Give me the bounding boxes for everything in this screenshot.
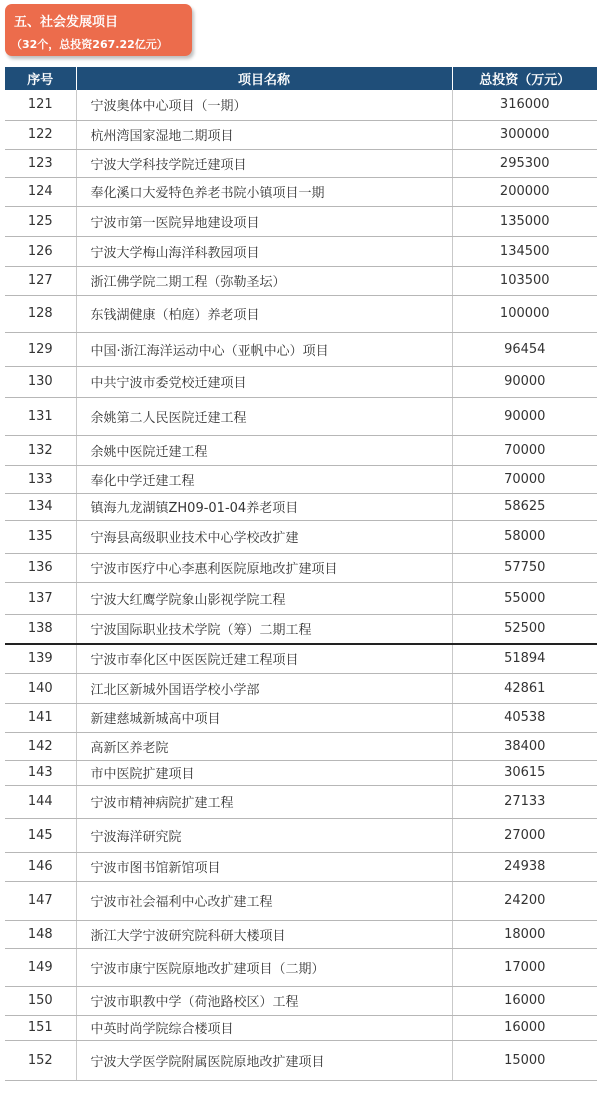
section-title: 五、社会发展项目: [14, 15, 119, 30]
table-row: [5, 703, 597, 732]
row-investment: 58000: [452, 520, 597, 553]
table-row: [5, 1015, 597, 1040]
row-project-name: 宁波市职教中学（荷池路校区）工程: [76, 986, 452, 1015]
table-row: [5, 986, 597, 1015]
row-project-name: 浙江佛学院二期工程（弥勒圣坛）: [76, 266, 452, 295]
row-index: 150: [5, 986, 76, 1015]
row-index: 144: [5, 785, 76, 818]
row-index: 145: [5, 818, 76, 852]
row-project-name: 宁波大学科技学院迁建项目: [76, 149, 452, 177]
table-row: [5, 818, 597, 852]
section-subtitle: （32个，总投资267.22亿元）: [11, 38, 168, 51]
table-row: [5, 920, 597, 948]
row-index: 130: [5, 366, 76, 397]
row-index: 123: [5, 149, 76, 177]
row-investment: 55000: [452, 582, 597, 614]
row-index: 136: [5, 553, 76, 582]
table-row: [5, 520, 597, 553]
row-project-name: 宁波市图书馆新馆项目: [76, 852, 452, 881]
table-row: [5, 206, 597, 236]
row-project-name: 宁波大红鹰学院象山影视学院工程: [76, 582, 452, 614]
header-index: 序号: [5, 67, 76, 90]
row-index: 146: [5, 852, 76, 881]
row-investment: 24938: [452, 852, 597, 881]
row-investment: 42861: [452, 673, 597, 703]
row-project-name: 江北区新城外国语学校小学部: [76, 673, 452, 703]
table-row: [5, 614, 597, 644]
row-investment: 40538: [452, 703, 597, 732]
row-project-name: 中国·浙江海洋运动中心（亚帆中心）项目: [76, 332, 452, 366]
row-index: 147: [5, 881, 76, 920]
row-index: 151: [5, 1015, 76, 1040]
row-project-name: 宁波国际职业技术学院（筹）二期工程: [76, 614, 452, 644]
table-row: [5, 435, 597, 465]
row-index: 142: [5, 732, 76, 760]
row-project-name: 新建慈城新城高中项目: [76, 703, 452, 732]
row-index: 149: [5, 948, 76, 986]
row-investment: 295300: [452, 149, 597, 177]
row-project-name: 宁波市医疗中心李惠利医院原地改扩建项目: [76, 553, 452, 582]
row-investment: 90000: [452, 366, 597, 397]
row-index: 143: [5, 760, 76, 785]
row-investment: 30615: [452, 760, 597, 785]
table-row: [5, 149, 597, 177]
row-project-name: 杭州湾国家湿地二期项目: [76, 120, 452, 149]
row-project-name: 宁海县高级职业技术中心学校改扩建: [76, 520, 452, 553]
row-project-name: 高新区养老院: [76, 732, 452, 760]
row-index: 140: [5, 673, 76, 703]
table-row: [5, 732, 597, 760]
row-index: 121: [5, 90, 76, 120]
row-project-name: 宁波大学医学院附属医院原地改扩建项目: [76, 1040, 452, 1080]
row-project-name: 宁波奥体中心项目（一期）: [76, 90, 452, 120]
row-project-name: 余姚第二人民医院迁建工程: [76, 397, 452, 435]
row-investment: 51894: [452, 644, 597, 673]
table-row: [5, 465, 597, 493]
table-row: [5, 397, 597, 435]
row-index: 148: [5, 920, 76, 948]
table-row: [5, 332, 597, 366]
row-investment: 135000: [452, 206, 597, 236]
row-investment: 316000: [452, 90, 597, 120]
table-row: [5, 295, 597, 332]
row-investment: 70000: [452, 465, 597, 493]
row-investment: 38400: [452, 732, 597, 760]
row-index: 129: [5, 332, 76, 366]
table-row: [5, 236, 597, 266]
row-project-name: 中共宁波市委党校迁建项目: [76, 366, 452, 397]
row-project-name: 浙江大学宁波研究院科研大楼项目: [76, 920, 452, 948]
row-project-name: 中英时尚学院综合楼项目: [76, 1015, 452, 1040]
row-project-name: 宁波市第一医院异地建设项目: [76, 206, 452, 236]
row-project-name: 宁波市精神病院扩建工程: [76, 785, 452, 818]
row-investment: 103500: [452, 266, 597, 295]
row-index: 141: [5, 703, 76, 732]
table-row: [5, 673, 597, 703]
row-investment: 27000: [452, 818, 597, 852]
row-investment: 96454: [452, 332, 597, 366]
row-project-name: 镇海九龙湖镇ZH09-01-04养老项目: [76, 493, 452, 520]
row-investment: 57750: [452, 553, 597, 582]
table-row: [5, 948, 597, 986]
row-investment: 90000: [452, 397, 597, 435]
header-investment: 总投资（万元）: [479, 73, 571, 88]
row-project-name: 奉化溪口大爱特色养老书院小镇项目一期: [76, 177, 452, 206]
row-investment: 16000: [452, 986, 597, 1015]
table-header: [5, 67, 597, 90]
row-investment: 24200: [452, 881, 597, 920]
row-index: 124: [5, 177, 76, 206]
row-project-name: 宁波海洋研究院: [76, 818, 452, 852]
table-row: [5, 120, 597, 149]
row-investment: 58625: [452, 493, 597, 520]
row-project-name: 宁波市社会福利中心改扩建工程: [76, 881, 452, 920]
row-index: 152: [5, 1040, 76, 1080]
row-investment: 17000: [452, 948, 597, 986]
row-index: 131: [5, 397, 76, 435]
row-investment: 15000: [452, 1040, 597, 1080]
row-index: 134: [5, 493, 76, 520]
table-row: [5, 582, 597, 614]
table-row: [5, 852, 597, 881]
row-investment: 100000: [452, 295, 597, 332]
row-index: 139: [5, 644, 76, 673]
table-body: [5, 90, 597, 1080]
row-project-name: 奉化中学迁建工程: [76, 465, 452, 493]
row-investment: 16000: [452, 1015, 597, 1040]
row-project-name: 宁波大学梅山海洋科教园项目: [76, 236, 452, 266]
row-project-name: 市中医院扩建项目: [76, 760, 452, 785]
row-investment: 70000: [452, 435, 597, 465]
table-row: [5, 553, 597, 582]
section-badge: [5, 4, 192, 56]
table-row: [5, 1040, 597, 1080]
table-row: [5, 266, 597, 295]
table-row: [5, 881, 597, 920]
row-index: 137: [5, 582, 76, 614]
table-row: [5, 90, 597, 120]
row-index: 135: [5, 520, 76, 553]
row-project-name: 宁波市奉化区中医医院迁建工程项目: [76, 644, 452, 673]
row-project-name: 东钱湖健康（柏庭）养老项目: [76, 295, 452, 332]
row-index: 127: [5, 266, 76, 295]
table-row: [5, 493, 597, 520]
table-row: [5, 644, 597, 673]
row-investment: 27133: [452, 785, 597, 818]
table-row: [5, 366, 597, 397]
row-index: 133: [5, 465, 76, 493]
row-index: 132: [5, 435, 76, 465]
project-table: [5, 67, 597, 1081]
row-index: 125: [5, 206, 76, 236]
row-index: 138: [5, 614, 76, 644]
row-investment: 300000: [452, 120, 597, 149]
row-project-name: 余姚中医院迁建工程: [76, 435, 452, 465]
row-investment: 134500: [452, 236, 597, 266]
row-index: 128: [5, 295, 76, 332]
row-index: 126: [5, 236, 76, 266]
row-investment: 18000: [452, 920, 597, 948]
row-project-name: 宁波市康宁医院原地改扩建项目（二期）: [76, 948, 452, 986]
row-investment: 200000: [452, 177, 597, 206]
header-project-name: 项目名称: [76, 67, 452, 90]
table-row: [5, 177, 597, 206]
row-index: 122: [5, 120, 76, 149]
table-row: [5, 785, 597, 818]
table-row: [5, 760, 597, 785]
row-investment: 52500: [452, 614, 597, 644]
